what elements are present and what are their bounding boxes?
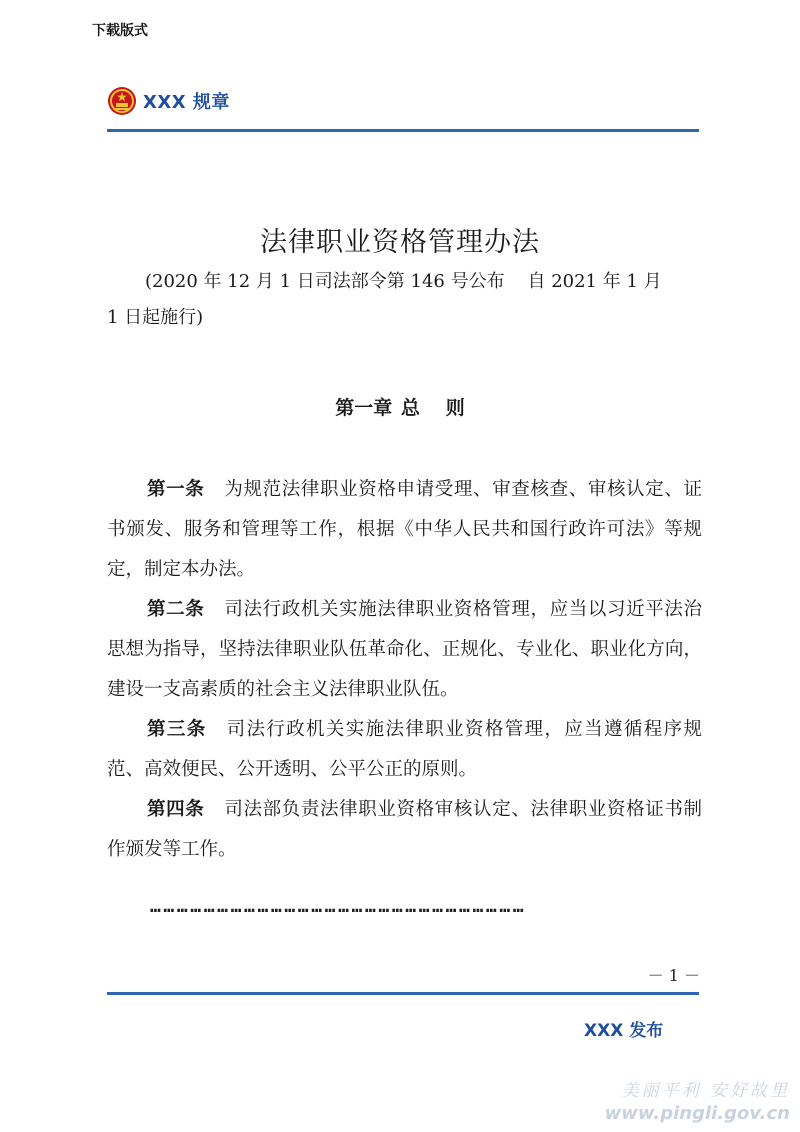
chapter-heading: 第一章 总 则 xyxy=(335,397,465,419)
download-format-label: 下载版式 xyxy=(92,23,148,39)
article-1-text: 为规范法律职业资格申请受理、审查核查、审核认定、证书颁发、服务和管理等工作，根据《中华人民共和国行政许可法》等规定，制定本办法。 xyxy=(107,479,702,580)
omission-ellipsis: ………………………………………………………………………… xyxy=(150,896,527,917)
article-2 xyxy=(107,590,702,710)
article-1 xyxy=(107,470,702,590)
article-3 xyxy=(107,710,702,790)
regulation-header-title: XXX 规章 xyxy=(143,92,230,113)
article-4-text: 司法部负责法律职业资格审核认定、法律职业资格证书制作颁发等工作。 xyxy=(107,799,702,860)
article-3-number: 第三条 xyxy=(147,719,207,740)
article-4-number: 第四条 xyxy=(147,799,205,820)
document-header xyxy=(107,86,230,116)
site-watermark xyxy=(605,1076,790,1124)
article-list xyxy=(107,470,702,870)
article-2-number: 第二条 xyxy=(147,599,205,620)
article-1-number: 第一条 xyxy=(147,479,205,500)
header-divider xyxy=(107,129,699,132)
national-emblem-icon xyxy=(107,86,137,116)
promulgation-note-line-1: (2020 年 12 月 1 日司法部令第 146 号公布 自 2021 年 1 月 xyxy=(145,271,662,292)
watermark-slogan: 美丽平利 安好故里 xyxy=(621,1081,790,1101)
watermark-url: www.pingli.gov.cn xyxy=(604,1103,790,1124)
publisher-label: XXX 发布 xyxy=(584,1021,664,1041)
footer-divider xyxy=(107,992,699,995)
article-4 xyxy=(107,790,702,870)
promulgation-note-line-2: 1 日起施行) xyxy=(107,307,204,328)
article-3-text: 司法行政机关实施法律职业资格管理，应当遵循程序规范、高效便民、公开透明、公平公正的原则。 xyxy=(107,719,702,780)
page-number: － 1 － xyxy=(647,966,700,985)
document-title: 法律职业资格管理办法 xyxy=(260,227,540,258)
article-2-text: 司法行政机关实施法律职业资格管理，应当以习近平法治思想为指导，坚持法律职业队伍革命化、正规化、专业化、职业化方向，建设一支高素质的社会主义法律职业队伍。 xyxy=(107,599,702,700)
promulgation-note xyxy=(107,264,702,336)
